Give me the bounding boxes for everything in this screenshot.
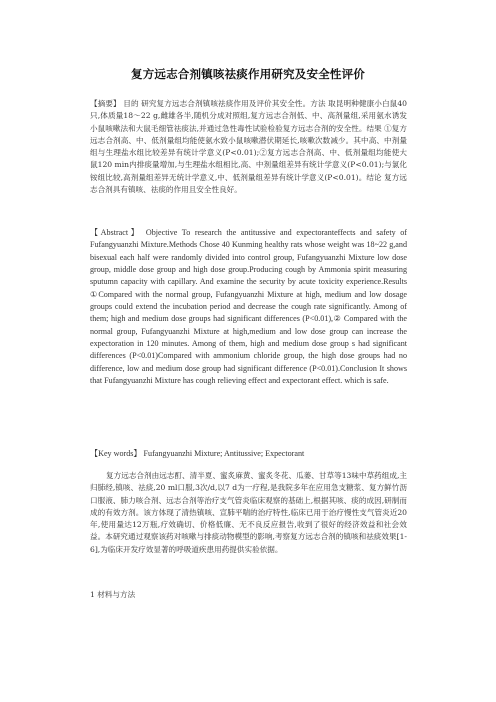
abstract-cn-label: 【摘要】 <box>90 99 121 108</box>
keywords <box>90 448 407 460</box>
keywords-label: 【Key words】 <box>90 449 142 458</box>
abstract-en-label: 【Abstract】 <box>90 228 142 237</box>
abstract-chinese <box>90 98 407 196</box>
body-paragraph-text: 复方远志合剂由远志酊、清半夏、蜜炙麻黄、蜜炙冬花、瓜蒌、甘草等13味中草药组成,主归肺经,镇咳、祛痰,20 ml口服,3次/d,以7 d为一疗程,是我院多年在应用急支糖浆、复方鲜竹沥口服液、肺力咳合剂、远志合剂等治疗支气管炎临床观察的基础上,根据其咳、痰的成因,研制而成的有效方剂。该方体现了清热镇咳、宣肺平喘的治疗特性,临床已用于治疗慢性支气管炎近20年,使用量达12万瓶,疗效确切、价格低廉、无不良反应报告,收到了很好的经济效益和社会效益。本研究通过观察该药对咳嗽与排痰动物模型的影响,考察复方远志合剂的镇咳和祛痰效果[1-6],为临床开发疗效显著的呼吸道疾患用药提供实验依据。 <box>90 471 407 554</box>
page-title: 复方远志合剂镇咳祛痰作用研究及安全性评价 <box>131 67 365 81</box>
abstract-en-text: Objective To research the antitussive and expectoranteffects and safety of Fufangyuanzhi Mixture.Methods Chose 40 Kunming healthy rats whose weight was 18~22 g,and bisexual each half were randomly divided into control group, Fufangyuanzhi Mixture low dose group, middle dose group and high dose group.Producing cough by Ammonia spirit measuring sputumn capacity with capillary. And examine the security by acute toxicity experience.Results ①Compared with the normal group, Fufangyuanzhi Mixture at high, medium and low dosage groups could extend the incubation period and decrease the cough rate significantly. Among of them; high and medium dose groups had significant differences (P<0.01),② Compared with the normal group, Fufangyuanzhi Mixture at high,medium and low dose group can increase the expectoration in 120 minutes. Among of them, high and medium dose group s had significant differences (P<0.01)Compared with ammonium chloride group, the high dose groups had no difference, low and medium dose group had significant difference (P<0.01).Conclusion It shows that Fufangyuanzhi Mixture has cough relieving effect and expectorant effect. which is safe. <box>90 228 408 386</box>
abstract-cn-text: 目的 研究复方远志合剂镇咳祛痰作用及评价其安全性。方法 取昆明种健康小白鼠40只,体质量18～22 g,雌雄各半,随机分成对照组,复方远志合剂低、中、高剂量组,采用氨水诱发小鼠咳嗽法和大鼠毛细管祛痰法,并通过急性毒性试验检验复方远志合剂的安全性。结果 ①复方远志合剂高、中、低剂量组均能使氨水致小鼠咳嗽潜伏期延长,咳嗽次数减少。其中高、中剂量组与生理盐水组比较差异有统计学意义(P<0.01);②复方远志合剂高、中、低剂量组均能使大鼠120 min内排痰量增加,与生理盐水组相比,高、中剂量组差异有统计学意义(P<0.01);与氯化铵组比较,高剂量组差异无统计学意义,中、低剂量组差异有统计学意义(P<0.01)。结论 复方远志合剂具有镇咳、祛痰的作用且安全性良好。 <box>90 99 407 195</box>
keywords-text: Fufangyuanzhi Mixture; Antitussive; Expectorant <box>143 449 305 458</box>
abstract-english <box>90 227 407 387</box>
section-heading: 1 材料与方法 <box>90 590 136 599</box>
body-paragraph <box>90 470 407 556</box>
